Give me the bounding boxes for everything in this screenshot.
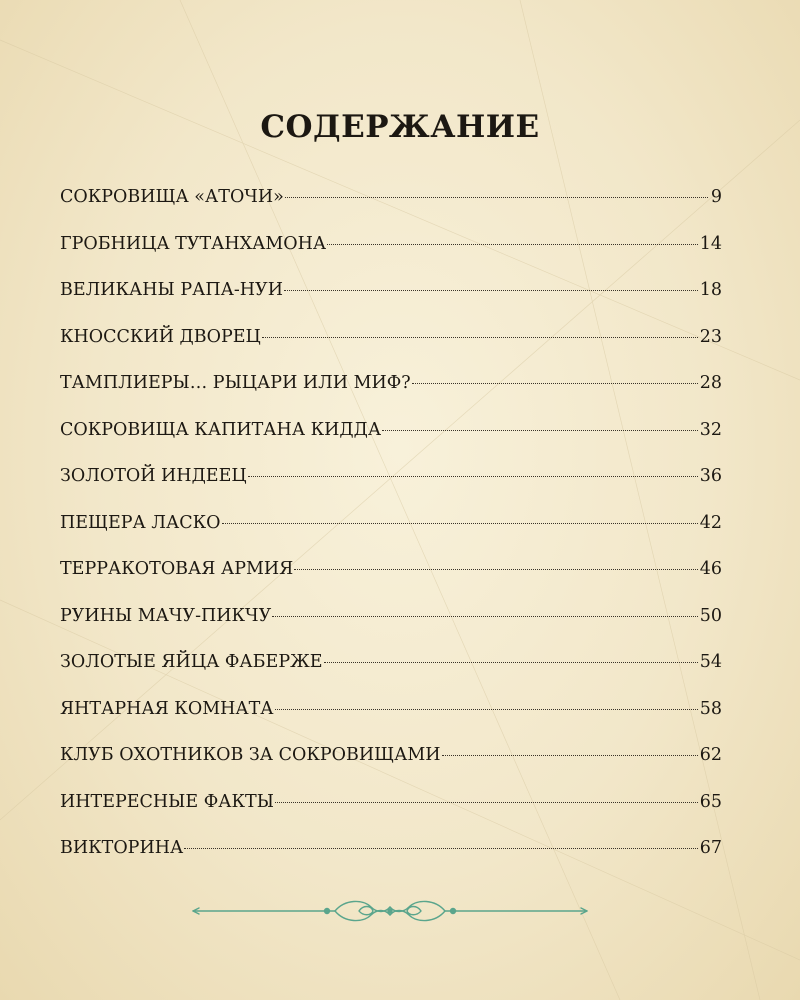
dot-leader bbox=[184, 848, 697, 849]
toc-entry-page-number: 58 bbox=[699, 698, 722, 719]
toc-entry-title: ТАМПЛИЕРЫ… РЫЦАРИ ИЛИ МИФ? bbox=[60, 373, 411, 393]
toc-entry-page-number: 46 bbox=[699, 559, 722, 579]
dot-leader bbox=[442, 755, 698, 756]
toc-entry[interactable] bbox=[60, 234, 722, 281]
dot-leader bbox=[327, 244, 698, 245]
toc-entry-page-number: 65 bbox=[699, 791, 722, 812]
toc-entry[interactable] bbox=[60, 466, 722, 513]
dot-leader bbox=[275, 709, 698, 710]
toc-entry-title: ПЕЩЕРА ЛАСКО bbox=[60, 512, 221, 533]
toc-entry-title: ВИКТОРИНА bbox=[60, 838, 184, 858]
dot-leader bbox=[222, 523, 698, 524]
toc-entry-title: ЗОЛОТОЙ ИНДЕЕЦ bbox=[60, 466, 247, 486]
toc-entry-page-number: 28 bbox=[699, 373, 722, 393]
toc-entry-page-number: 36 bbox=[699, 466, 722, 486]
dot-leader bbox=[275, 802, 698, 803]
toc-entry-title: ЗОЛОТЫЕ ЯЙЦА ФАБЕРЖЕ bbox=[60, 652, 323, 672]
toc-entry-title: СОКРОВИЩА КАПИТАНА КИДДА bbox=[60, 419, 382, 440]
toc-entry-title: КНОССКИЙ ДВОРЕЦ bbox=[60, 326, 261, 347]
flourish-divider-icon bbox=[185, 895, 595, 927]
toc-entry-page-number: 9 bbox=[710, 187, 722, 207]
dot-leader bbox=[412, 383, 698, 384]
toc-entry[interactable] bbox=[60, 327, 722, 374]
table-of-contents bbox=[60, 187, 722, 885]
toc-entry-page-number: 23 bbox=[699, 326, 722, 347]
toc-entry[interactable] bbox=[60, 652, 722, 699]
toc-entry-page-number: 67 bbox=[699, 838, 722, 858]
toc-entry[interactable] bbox=[60, 606, 722, 653]
toc-entry-title: СОКРОВИЩА «АТОЧИ» bbox=[60, 187, 284, 207]
toc-entry[interactable] bbox=[60, 420, 722, 467]
dot-leader bbox=[285, 197, 708, 198]
toc-entry-title: ТЕРРАКОТОВАЯ АРМИЯ bbox=[60, 559, 294, 579]
toc-entry[interactable] bbox=[60, 559, 722, 606]
toc-entry[interactable] bbox=[60, 792, 722, 839]
toc-entry-page-number: 54 bbox=[699, 652, 722, 672]
toc-entry-page-number: 14 bbox=[699, 233, 722, 254]
toc-entry-title: ВЕЛИКАНЫ РАПА-НУИ bbox=[60, 280, 283, 300]
toc-entry[interactable] bbox=[60, 513, 722, 560]
toc-entry[interactable] bbox=[60, 838, 722, 885]
dot-leader bbox=[272, 616, 697, 617]
toc-entry-page-number: 50 bbox=[699, 605, 722, 626]
toc-entry[interactable] bbox=[60, 280, 722, 327]
toc-entry-title: ГРОБНИЦА ТУТАНХАМОНА bbox=[60, 233, 327, 254]
toc-entry[interactable] bbox=[60, 187, 722, 234]
toc-entry[interactable] bbox=[60, 745, 722, 792]
toc-entry[interactable] bbox=[60, 373, 722, 420]
dot-leader bbox=[324, 662, 698, 663]
toc-entry[interactable] bbox=[60, 699, 722, 746]
toc-entry-page-number: 18 bbox=[699, 280, 722, 300]
toc-entry-title: КЛУБ ОХОТНИКОВ ЗА СОКРОВИЩАМИ bbox=[60, 745, 441, 765]
page-title: СОДЕРЖАНИЕ bbox=[260, 108, 540, 145]
toc-entry-page-number: 42 bbox=[699, 512, 722, 533]
toc-entry-page-number: 62 bbox=[699, 745, 722, 765]
toc-entry-page-number: 32 bbox=[699, 419, 722, 440]
dot-leader bbox=[248, 476, 698, 477]
dot-leader bbox=[284, 290, 698, 291]
dot-leader bbox=[262, 337, 698, 338]
toc-entry-title: ЯНТАРНАЯ КОМНАТА bbox=[60, 698, 274, 719]
toc-entry-title: ИНТЕРЕСНЫЕ ФАКТЫ bbox=[60, 791, 274, 812]
dot-leader bbox=[294, 569, 697, 570]
toc-entry-title: РУИНЫ МАЧУ-ПИКЧУ bbox=[60, 605, 272, 626]
dot-leader bbox=[382, 430, 698, 431]
